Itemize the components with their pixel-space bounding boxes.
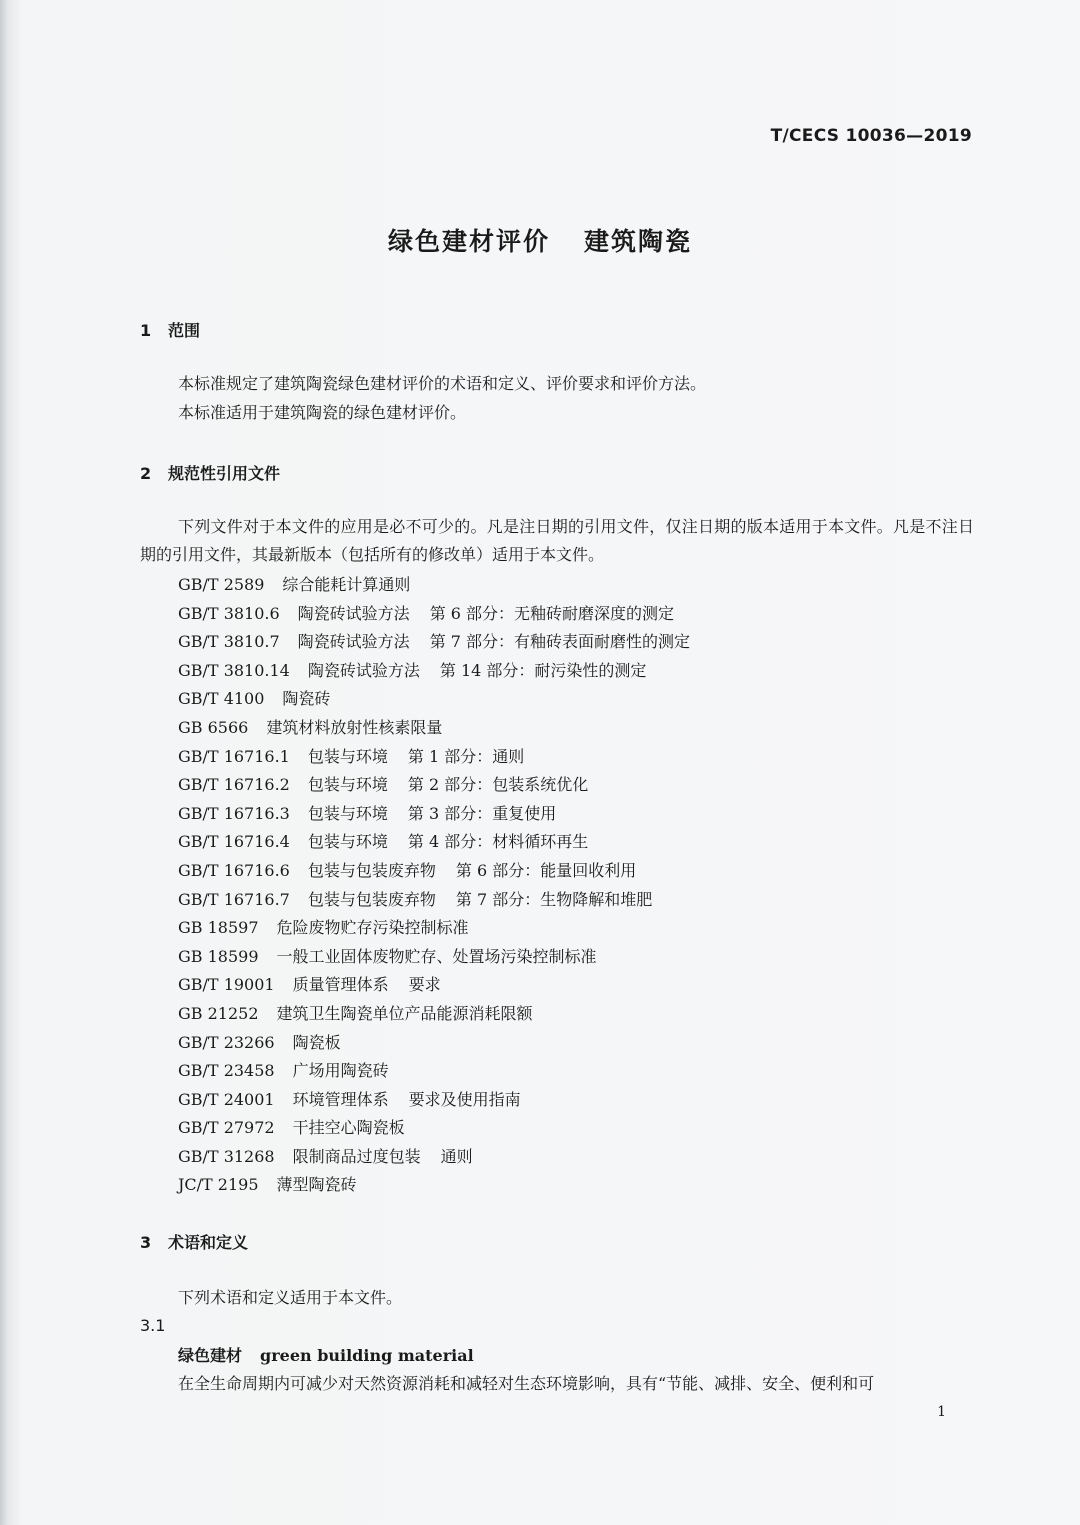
page-number: 1: [937, 1404, 946, 1420]
reference-title: 危险废物贮存污染控制标准: [276, 918, 469, 938]
reference-part: 第 6 部分：能量回收利用: [455, 860, 637, 880]
reference-item: [178, 828, 690, 857]
section-1-heading: [140, 318, 200, 341]
reference-part: 第 14 部分：耐污染性的测定: [439, 660, 647, 680]
reference-title: 陶瓷砖试验方法: [307, 660, 420, 680]
section-1-paragraph-1: 本标准规定了建筑陶瓷绿色建材评价的术语和定义、评价要求和评价方法。: [178, 374, 707, 393]
reference-title: 薄型陶瓷砖: [276, 1175, 357, 1195]
reference-item: [178, 771, 690, 800]
reference-code: JC/T 2195: [178, 1175, 259, 1195]
reference-code: GB/T 3810.14: [178, 660, 290, 680]
reference-item: [178, 743, 690, 772]
term-english: green building material: [260, 1346, 474, 1365]
title-part-1: 绿色建材评价: [387, 227, 550, 256]
reference-item: [178, 1086, 690, 1115]
reference-code: GB/T 23266: [178, 1032, 275, 1052]
reference-title: 综合能耗计算通则: [282, 575, 411, 594]
reference-title: 建筑卫生陶瓷单位产品能源消耗限额: [276, 1003, 533, 1023]
reference-item: [178, 857, 690, 886]
reference-item: [178, 1057, 690, 1086]
section-title: 规范性引用文件: [168, 464, 281, 483]
reference-title: 包装与环境: [307, 803, 388, 823]
reference-title: 建筑材料放射性核素限量: [266, 717, 443, 737]
reference-item: [178, 571, 690, 600]
reference-code: GB 6566: [178, 717, 249, 737]
reference-item: [178, 800, 690, 829]
reference-title: 包装与包装废弃物: [307, 860, 436, 880]
reference-item: [178, 600, 690, 629]
reference-title: 限制商品过度包装: [292, 1146, 421, 1166]
reference-code: GB 18599: [178, 946, 259, 966]
reference-code: GB/T 16716.4: [178, 832, 290, 852]
reference-code: GB/T 16716.1: [178, 746, 290, 766]
term-entry: [178, 1343, 474, 1366]
term-definition: 在全生命周期内可减少对天然资源消耗和减轻对生态环境影响，具有“节能、减排、安全、便利和可: [178, 1374, 875, 1393]
reference-title: 陶瓷砖试验方法: [297, 603, 410, 623]
reference-part: 第 7 部分：生物降解和堆肥: [455, 889, 653, 909]
reference-item: [178, 943, 690, 972]
reference-title: 陶瓷板: [292, 1032, 341, 1052]
clause-number: 3.1: [140, 1316, 166, 1335]
section-number: 1: [140, 321, 152, 340]
section-3-heading: [140, 1230, 248, 1253]
reference-item: [178, 1114, 690, 1143]
reference-code: GB/T 27972: [178, 1118, 275, 1138]
reference-code: GB/T 16716.2: [178, 775, 290, 795]
reference-code: GB/T 16716.3: [178, 803, 290, 823]
reference-list: [178, 571, 690, 1200]
section-2-heading: [140, 461, 280, 484]
reference-item: [178, 886, 690, 915]
reference-code: GB 18597: [178, 918, 259, 938]
reference-title: 质量管理体系: [292, 975, 389, 995]
reference-code: GB/T 16716.7: [178, 889, 290, 909]
reference-title: 环境管理体系: [292, 1089, 389, 1109]
reference-item: [178, 685, 690, 714]
reference-code: GB/T 16716.6: [178, 860, 290, 880]
reference-part: 第 4 部分：材料循环再生: [407, 832, 589, 852]
reference-code: GB/T 24001: [178, 1089, 275, 1109]
reference-item: [178, 1171, 690, 1200]
reference-item: [178, 657, 690, 686]
reference-title: 广场用陶瓷砖: [292, 1061, 389, 1081]
section-number: 3: [140, 1233, 152, 1252]
reference-part: 第 6 部分：无釉砖耐磨深度的测定: [429, 603, 675, 623]
section-title: 范围: [168, 321, 201, 340]
section-1-paragraph-2: 本标准适用于建筑陶瓷的绿色建材评价。: [178, 403, 467, 422]
reference-part: 要求及使用指南: [408, 1089, 521, 1109]
reference-code: GB/T 23458: [178, 1061, 275, 1081]
reference-code: GB/T 31268: [178, 1146, 275, 1166]
reference-title: 包装与环境: [307, 775, 388, 795]
reference-item: [178, 1143, 690, 1172]
title-part-2: 建筑陶瓷: [584, 227, 693, 256]
reference-item: [178, 714, 690, 743]
reference-item: [178, 1000, 690, 1029]
reference-code: GB/T 3810.7: [178, 632, 280, 652]
reference-code: GB/T 4100: [178, 689, 265, 709]
term-chinese: 绿色建材: [178, 1346, 243, 1365]
reference-code: GB 21252: [178, 1003, 259, 1023]
reference-item: [178, 914, 690, 943]
reference-title: 一般工业固体废物贮存、处置场污染控制标准: [276, 946, 597, 966]
reference-part: 第 7 部分：有釉砖表面耐磨性的测定: [429, 632, 691, 652]
reference-part: 通则: [440, 1146, 473, 1166]
reference-part: 第 1 部分：通则: [407, 746, 525, 766]
document-title: [0, 222, 1080, 258]
section-title: 术语和定义: [168, 1233, 249, 1252]
reference-part: 第 2 部分：包装系统优化: [407, 775, 589, 795]
reference-item: [178, 628, 690, 657]
section-number: 2: [140, 464, 152, 483]
section-2-intro: 下列文件对于本文件的应用是必不可少的。凡是注日期的引用文件，仅注日期的版本适用于本文件。凡是不注日期的引用文件，其最新版本（包括所有的修改单）适用于本文件。: [140, 517, 974, 564]
reference-code: GB/T 3810.6: [178, 603, 280, 623]
reference-title: 干挂空心陶瓷板: [292, 1118, 405, 1138]
reference-item: [178, 1029, 690, 1058]
reference-part: 要求: [408, 975, 441, 995]
reference-code: GB/T 19001: [178, 975, 275, 995]
section-3-intro: 下列术语和定义适用于本文件。: [178, 1288, 403, 1307]
reference-item: [178, 971, 690, 1000]
reference-title: 陶瓷砖试验方法: [297, 632, 410, 652]
reference-title: 陶瓷砖: [282, 689, 331, 709]
document-code: T/CECS 10036—2019: [770, 126, 972, 146]
reference-title: 包装与环境: [307, 746, 388, 766]
reference-code: GB/T 2589: [178, 575, 265, 594]
reference-part: 第 3 部分：重复使用: [407, 803, 557, 823]
reference-title: 包装与包装废弃物: [307, 889, 436, 909]
reference-title: 包装与环境: [307, 832, 388, 852]
